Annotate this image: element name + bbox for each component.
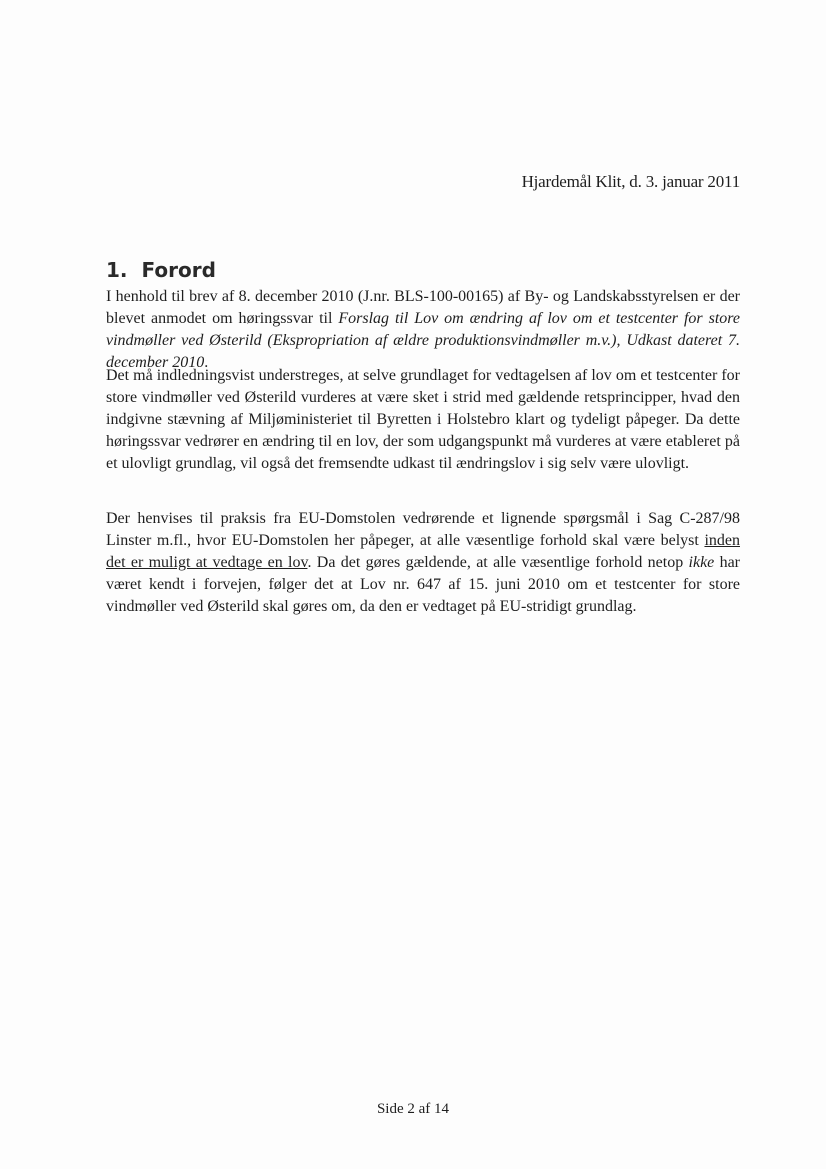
paragraph-intro-text: I henhold til brev af 8. december 2010 (J.nr. BLS-100-00165) af By- og Landskabsstyrelsen er der blevet anmodet om høringssvar til xyxy=(106,288,740,327)
paragraph-intro xyxy=(106,286,740,374)
section-heading xyxy=(106,258,216,282)
paragraph-intro-end: . xyxy=(204,354,209,371)
section-number: 1. xyxy=(106,258,128,282)
emphasis-word: ikke xyxy=(688,554,715,571)
paragraph-legality: Det må indledningsvist understreges, at selve grundlaget for vedtagelsen af lov om et testcenter for store vindmøller ved Østerild vurderes at være sket i strid med gældende retsprincipper, hvad den indgivne stævning af Miljøministeriet til Byretten i Holstebro klart og tydeligt påpeger. Da dette høringssvar vedrører en ændring til en lov, der som udgangspunkt må vurderes at være etableret på et ulovligt grundlag, vil også det fremsendte udkast til ændringslov i sig selv være ulovligt. xyxy=(106,367,740,472)
section-title: Forord xyxy=(141,258,216,282)
paragraph-eu-text-c: har været kendt i forvejen, følger det at Lov nr. 647 af 15. juni 2010 om et testcenter for store vindmøller ved Østerild skal gøres om, da den er vedtaget på EU-stridigt grundlag. xyxy=(106,554,741,615)
paragraph-eu-text-a: Der henvises til praksis fra EU-Domstolen vedrørende et lignende spørgsmål i Sag C-287/98 Linster m.fl., hvor EU-Domstolen her påpeger, at alle væsentlige forhold skal være belyst xyxy=(106,510,740,549)
paragraph-eu-text-b: . Da det gøres gældende, at alle væsentlige forhold netop xyxy=(307,554,689,571)
paragraph-eu-court xyxy=(106,508,740,618)
date-line: Hjardemål Klit, d. 3. januar 2011 xyxy=(521,172,740,191)
underlined-phrase: inden det er muligt at vedtage en lov xyxy=(106,532,740,571)
bill-title: Forslag til Lov om ændring af lov om et testcenter for store vindmøller ved Østerild (Ekspropriation af ældre produktionsvindmøller m.v.), Udkast dateret 7. december 2010 xyxy=(106,310,740,371)
page-number: Side 2 af 14 xyxy=(376,1101,450,1117)
